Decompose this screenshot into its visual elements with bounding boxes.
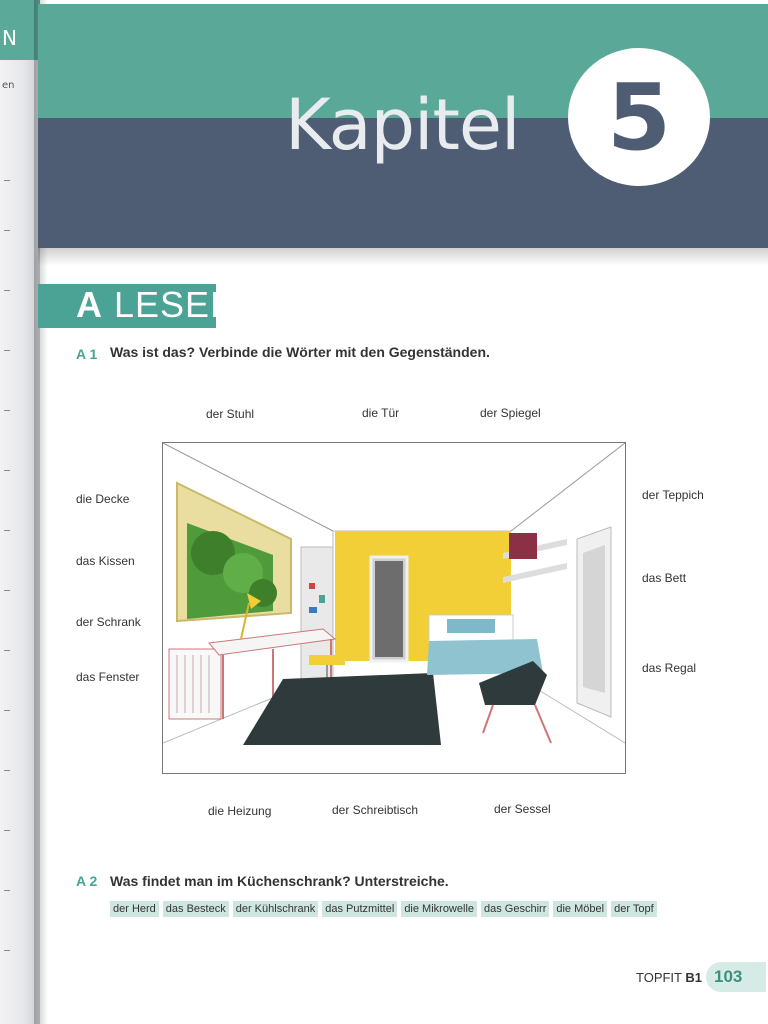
facing-page-line [4, 530, 10, 531]
word-chip: der Topf [611, 901, 657, 917]
task-a1-number: A 1 [76, 346, 98, 362]
facing-page-line [4, 590, 10, 591]
footer-brand [636, 970, 702, 985]
facing-page-line [4, 890, 10, 891]
facing-page-line [4, 470, 10, 471]
task-a1-instruction: Was ist das? Verbinde die Wörter mit den Gegenständen. [110, 344, 490, 360]
facing-page-line [4, 350, 10, 351]
word-label: der Schrank [76, 615, 141, 629]
word-chip: das Geschirr [481, 901, 549, 917]
word-chip: die Möbel [553, 901, 607, 917]
task-a2-instruction: Was findet man im Küchenschrank? Unterstreiche. [110, 873, 449, 889]
task-a2-number: A 2 [76, 873, 98, 889]
word-label: die Heizung [208, 804, 272, 818]
word-chip: die Mikrowelle [401, 901, 477, 917]
facing-page-line [4, 230, 10, 231]
facing-page-letter: N [2, 26, 17, 50]
section-letter: A [76, 284, 103, 325]
brand-level: B1 [685, 970, 702, 985]
facing-page-line [4, 290, 10, 291]
word-label: das Bett [642, 571, 687, 585]
facing-page-line [4, 710, 10, 711]
chair [309, 655, 345, 665]
chapter-number: 5 [606, 63, 671, 171]
facing-page-line [4, 180, 10, 181]
word-chip: der Herd [110, 901, 159, 917]
facing-page-line [4, 950, 10, 951]
word-label: der Spiegel [480, 406, 541, 420]
word-label: der Schreibtisch [332, 803, 419, 817]
facing-page-line [4, 830, 10, 831]
word-chip-list [110, 901, 657, 917]
word-chip: das Putzmittel [322, 901, 397, 917]
section-title [76, 284, 237, 326]
room-drawing [163, 443, 625, 773]
word-label: das Kissen [76, 554, 135, 568]
header-shadow [38, 248, 768, 266]
pillow [447, 619, 495, 633]
facing-page-line [4, 770, 10, 771]
facing-page-line [4, 650, 10, 651]
word-label: die Tür [362, 406, 400, 420]
facing-page-fragment: en [2, 80, 15, 91]
brand-name: TOPFIT [636, 970, 682, 985]
page-number: 103 [714, 967, 743, 986]
word-label: die Decke [76, 492, 130, 506]
chapter-number-badge [568, 48, 710, 186]
word-chip: das Besteck [163, 901, 229, 917]
chapter-title: Kapitel [285, 84, 520, 166]
facing-page-line [4, 410, 10, 411]
word-label: das Regal [642, 661, 697, 675]
room-illustration [162, 442, 626, 774]
section-name: LESEN [114, 284, 238, 325]
word-label: der Stuhl [206, 407, 255, 421]
word-chip: der Kühlschrank [233, 901, 319, 917]
word-label: der Sessel [494, 802, 551, 816]
word-label: das Fenster [76, 670, 140, 684]
word-label: der Teppich [642, 488, 704, 502]
